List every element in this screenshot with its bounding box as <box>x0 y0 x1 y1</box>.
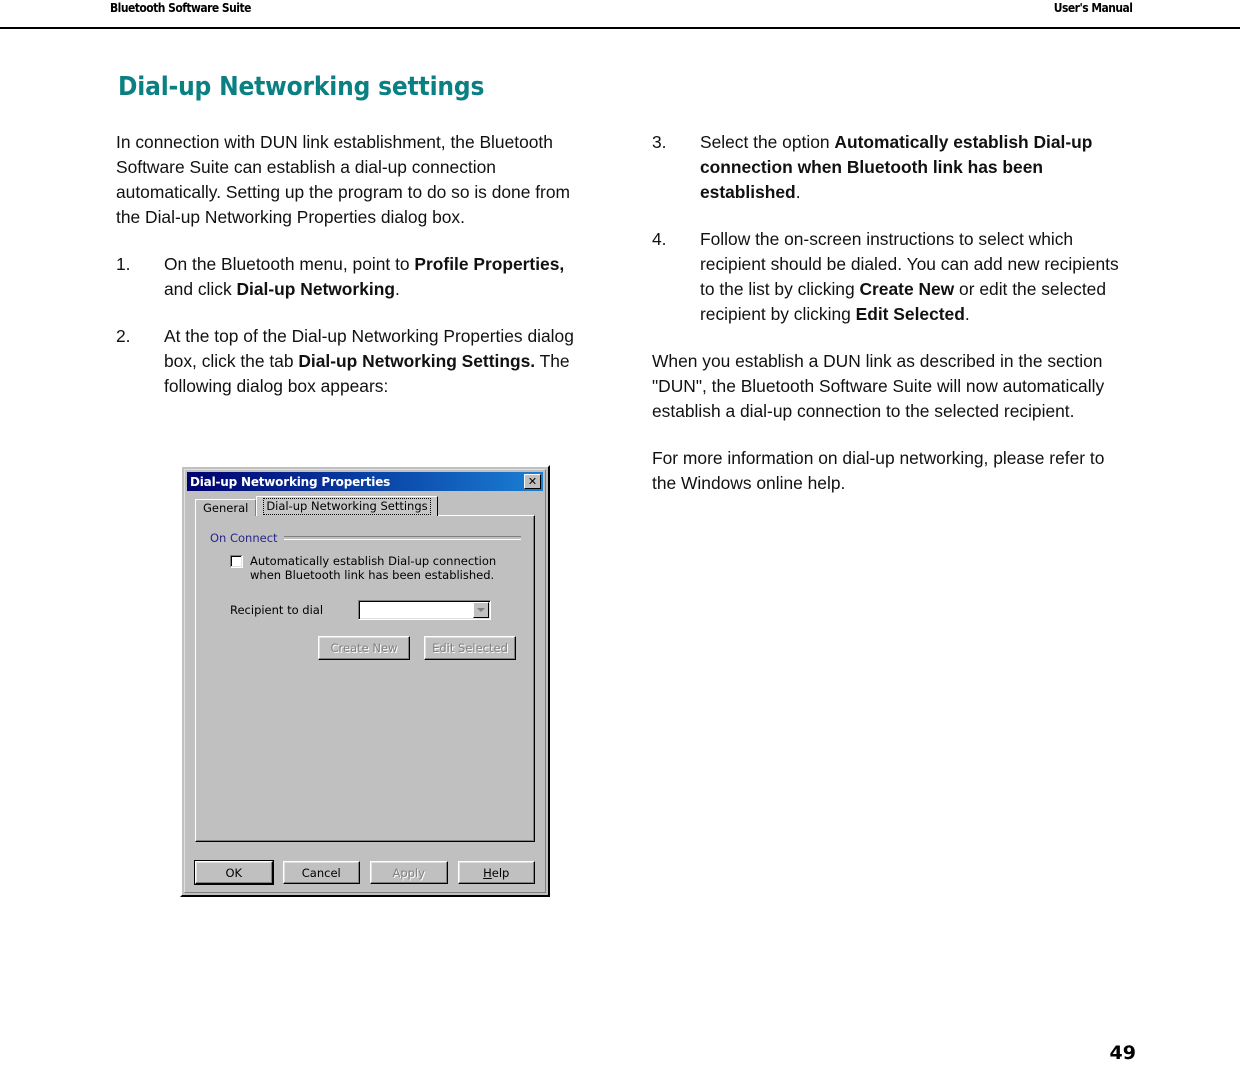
step4-part2: or edit the selected recipient by clicking <box>700 279 1106 324</box>
auto-establish-checkbox-row[interactable] <box>230 554 521 582</box>
list-item-1-text <box>164 252 582 302</box>
step1-part1: On the Bluetooth menu, point to <box>164 254 415 274</box>
list-item-2-number: 2. <box>116 326 131 346</box>
auto-establish-checkbox[interactable] <box>230 555 243 568</box>
list-item-1-number: 1. <box>116 254 131 274</box>
page-running-head <box>110 0 1132 28</box>
cancel-button[interactable]: Cancel <box>283 861 361 884</box>
list-item-4-text <box>700 227 1132 327</box>
page-number: 49 <box>1109 1042 1136 1064</box>
dialog-button-bar <box>195 861 535 884</box>
step4-bold2: Edit Selected <box>855 304 965 324</box>
ok-button[interactable]: OK <box>195 861 273 884</box>
step4-part1: Follow the on-screen instructions to select which recipient should be dialed. You can add new recipients to the list by clicking <box>700 229 1119 299</box>
step3-bold1: Automatically establish Dial-up connection when Bluetooth link has been established <box>700 132 1093 202</box>
step3-part1: Select the option <box>700 132 835 152</box>
dialog-screenshot-dial-up-networking-properties <box>180 465 550 897</box>
left-column <box>116 130 582 421</box>
dialog-tabstrip <box>195 496 438 516</box>
group-on-connect <box>210 532 521 660</box>
list-item-1 <box>116 252 582 302</box>
auto-establish-checkbox-label: Automatically establish Dial-up connection when Bluetooth link has been established. <box>250 554 497 582</box>
step2-bold1: Dial-up Networking Settings. <box>298 351 536 371</box>
tab-dial-up-networking-settings[interactable] <box>256 496 437 516</box>
tab-general-label: General <box>203 501 249 515</box>
tab-dial-up-networking-settings-label: Dial-up Networking Settings <box>263 498 430 515</box>
list-item-3-number: 3. <box>652 132 667 152</box>
step4-part3: . <box>964 304 970 324</box>
list-item-2-text <box>164 324 582 399</box>
dialog-inner-frame <box>184 469 546 893</box>
list-item-4 <box>652 227 1132 327</box>
recipient-action-buttons <box>318 636 521 660</box>
dialog-tab-page-inner <box>196 516 534 841</box>
step1-bold2: Dial-up Networking <box>236 279 395 299</box>
step1-part2: and click <box>164 279 237 299</box>
dialog-title: Dial-up Networking Properties <box>190 474 391 489</box>
step4-bold1: Create New <box>859 279 955 299</box>
help-button[interactable] <box>458 861 536 884</box>
help-button-mnemonic: H <box>483 865 492 880</box>
apply-button[interactable]: Apply <box>370 861 448 884</box>
page-title: Dial-up Networking settings <box>118 72 485 102</box>
tab-general[interactable] <box>195 499 256 516</box>
step1-bold1: Profile Properties, <box>414 254 565 274</box>
header-divider-rule <box>0 27 1240 29</box>
step1-part3: . <box>394 279 400 299</box>
step2-part2: The following dialog box appears: <box>164 351 570 396</box>
dialog-titlebar <box>187 472 543 491</box>
list-item-3-text <box>700 130 1132 205</box>
group-on-connect-header <box>210 532 521 544</box>
create-new-button[interactable]: Create New <box>318 636 410 660</box>
step3-part2: . <box>795 182 801 202</box>
right-paragraph-1: When you establish a DUN link as described in the section "DUN", the Bluetooth Software Suite will now automatically establish a dial-up connection to the selected recipient. <box>652 351 1105 421</box>
close-icon[interactable]: ✕ <box>524 474 541 489</box>
right-paragraph-2: For more information on dial-up networking, please refer to the Windows online help. <box>652 448 1105 493</box>
dialog-tab-page <box>195 515 535 842</box>
right-column <box>652 130 1132 496</box>
recipient-to-dial-combobox[interactable] <box>358 600 491 620</box>
recipient-to-dial-row <box>230 600 521 620</box>
step2-part1: At the top of the Dial-up Networking Properties dialog box, click the tab <box>164 326 574 371</box>
list-item-3 <box>652 130 1132 205</box>
chevron-down-icon[interactable] <box>473 602 489 618</box>
header-left-title: Bluetooth Software Suite <box>110 0 251 15</box>
list-item-2 <box>116 324 582 399</box>
group-on-connect-legend: On Connect <box>210 531 278 545</box>
header-right-title: User's Manual <box>1053 0 1132 15</box>
intro-paragraph: In connection with DUN link establishment, the Bluetooth Software Suite can establish a dial-up connection automatically. Setting up the program to do so is done from the Dial-up Networking Properties dialog box. <box>116 132 571 227</box>
group-on-connect-rule <box>284 536 521 540</box>
recipient-to-dial-label: Recipient to dial <box>230 603 324 617</box>
edit-selected-button[interactable]: Edit Selected <box>424 636 516 660</box>
list-item-4-number: 4. <box>652 229 667 249</box>
help-button-label-rest: elp <box>491 865 510 880</box>
